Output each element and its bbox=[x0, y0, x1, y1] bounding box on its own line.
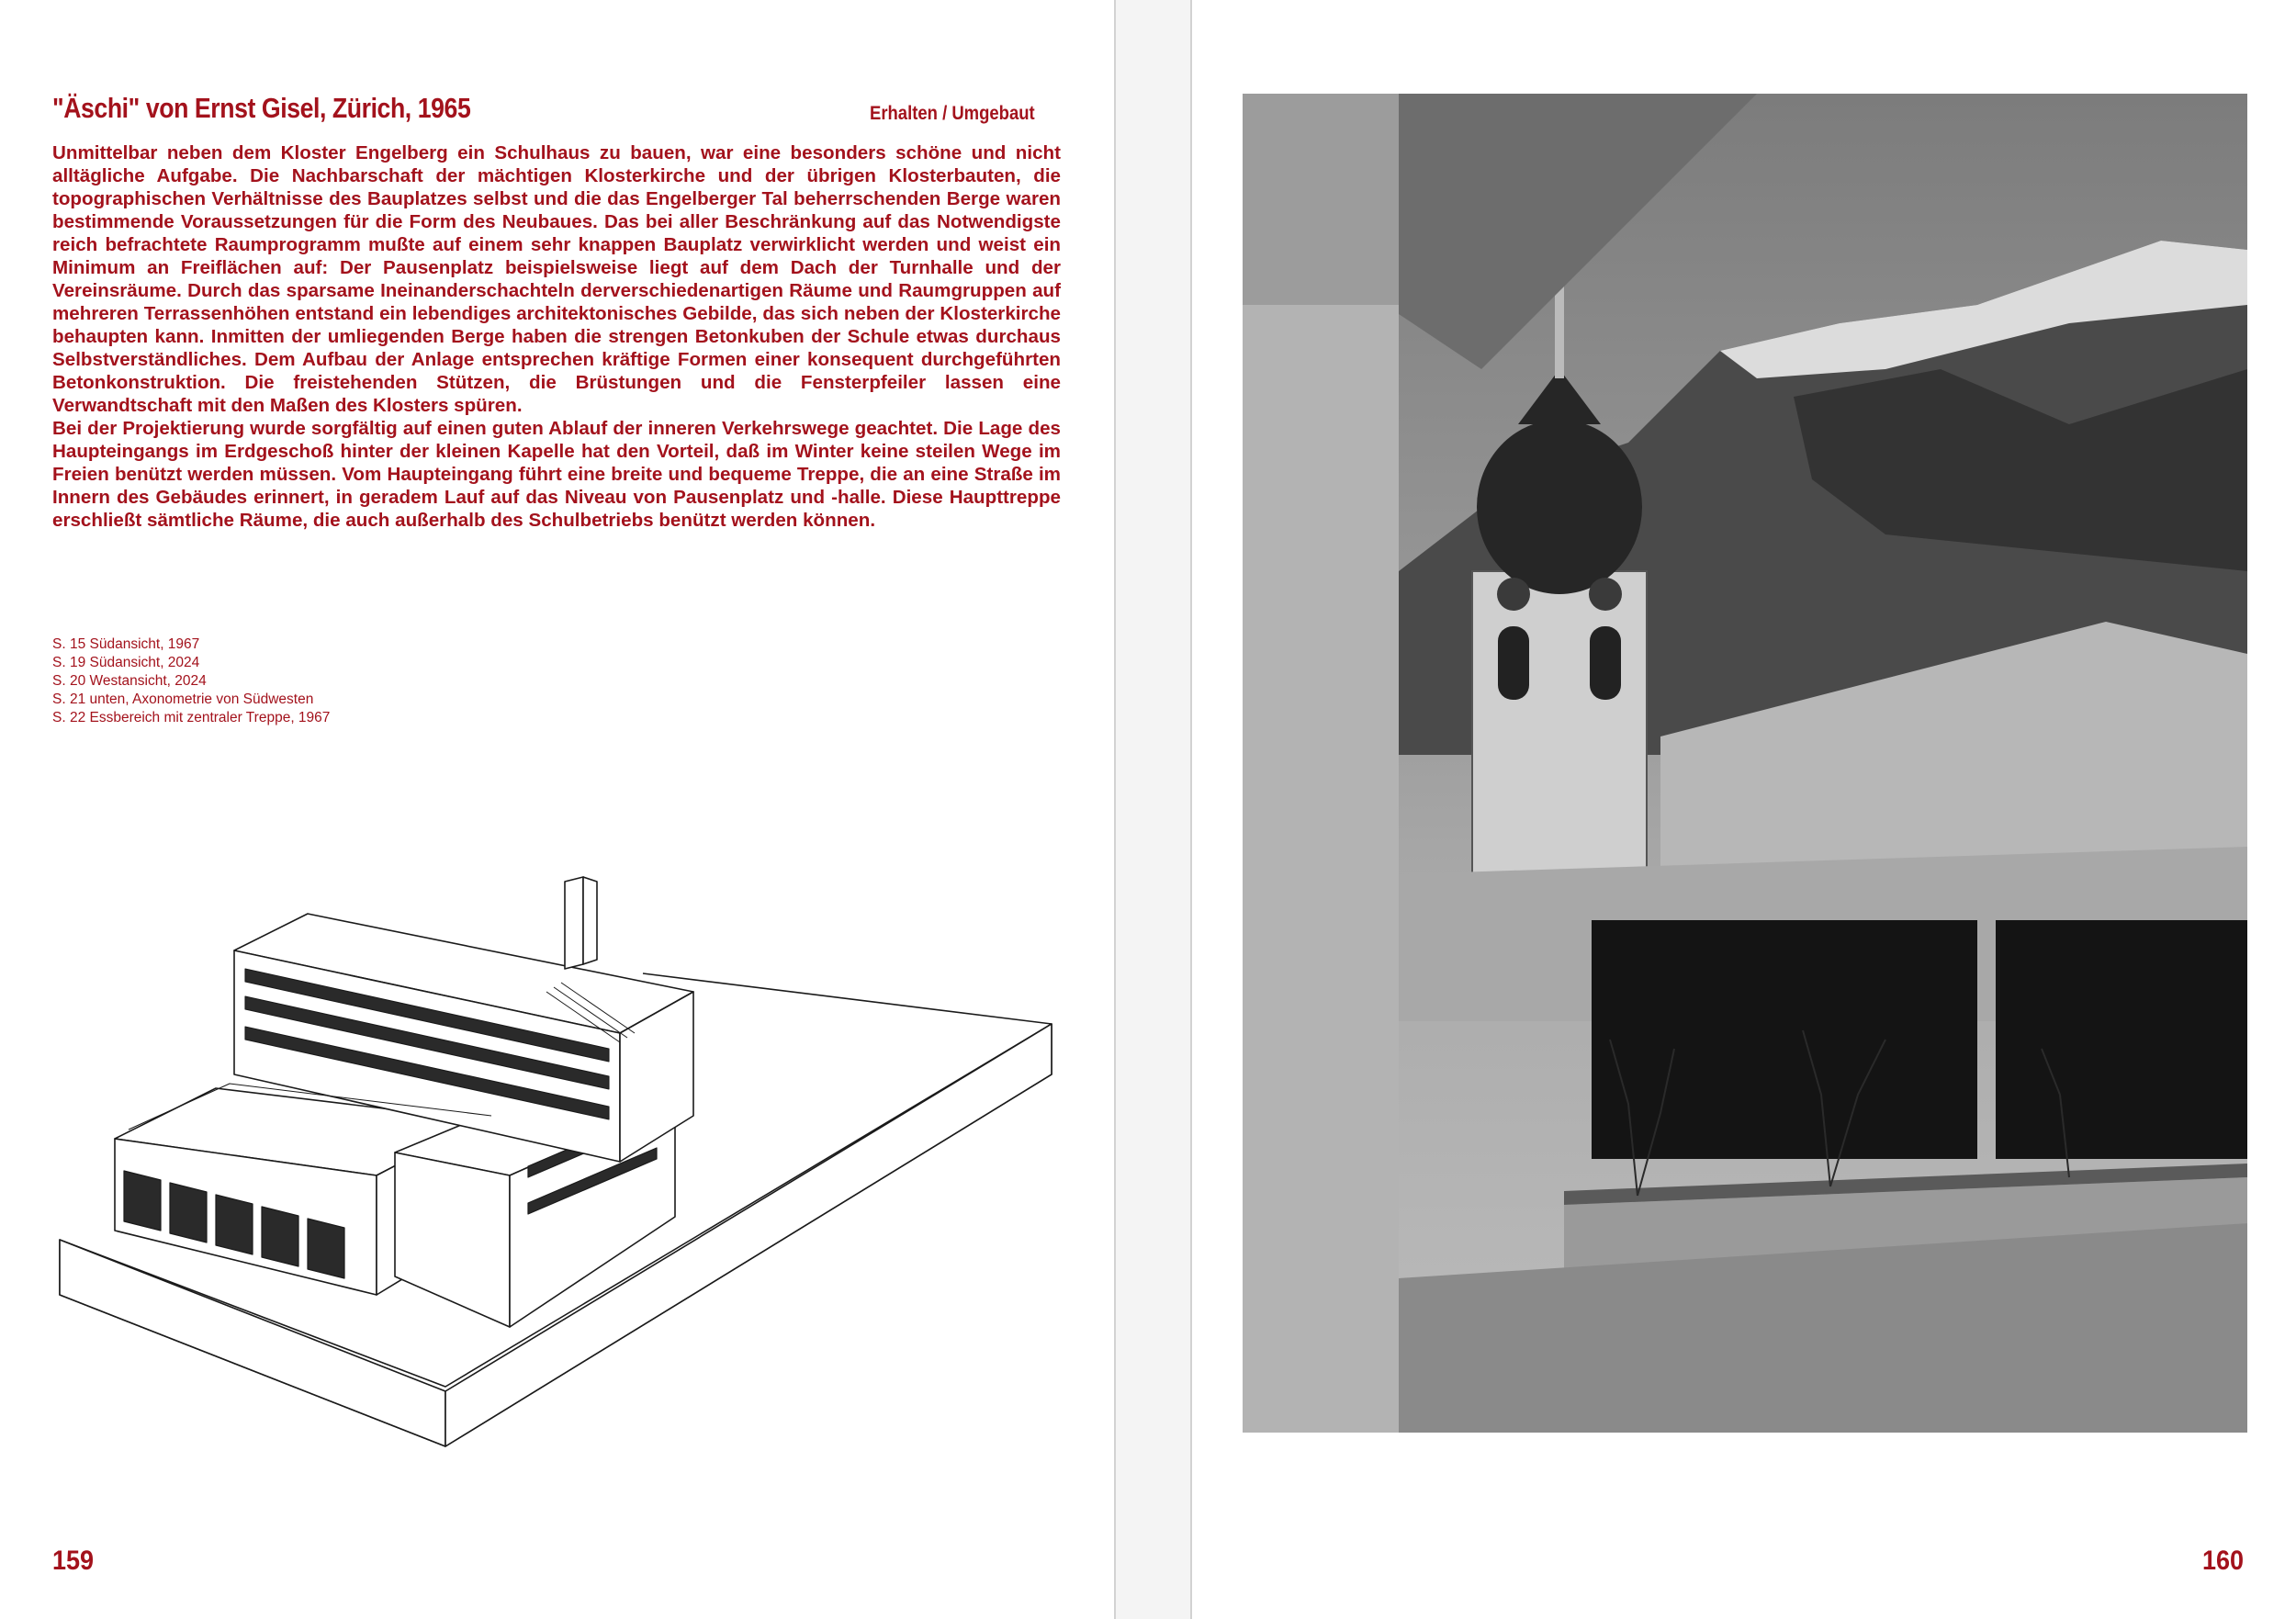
caption-item: S. 22 Essbereich mit zentraler Treppe, 1967 bbox=[52, 710, 331, 725]
cube-front bbox=[395, 1152, 510, 1327]
status-label: Erhalten / Umgebaut bbox=[870, 103, 1035, 124]
stair-tower bbox=[565, 877, 583, 969]
body-paragraph-2: Bei der Projektierung wurde sorgfältig auf einen guten Ablauf der inneren Verkehrswege geachtet. Die Lage des Haupteingangs im Erdgeschoß hinter der kleinen Kapelle hat den Vorteil, daß im Winter keine steilen Wege im Freien benützt werden müssen. Vom Haupteingang führt eine breite und bequeme Treppe, die an eine Straße im Innern des Gebäudes erinnert, in geradem Lauf auf das Niveau von Pausenplatz und -halle. Diese Haupttreppe erschließt sämtliche Räume, die auch außerhalb des Schulbetriebs benützt werden können. bbox=[52, 418, 1061, 531]
caption-item: S. 19 Südansicht, 2024 bbox=[52, 655, 200, 670]
article-title: "Äschi" von Ernst Gisel, Zürich, 1965 bbox=[52, 92, 471, 124]
caption-list bbox=[52, 635, 330, 727]
axonometric-drawing bbox=[51, 799, 1079, 1460]
body-paragraph-1: Unmittelbar neben dem Kloster Engelberg ein Schulhaus zu bauen, war eine besonders schöne und nicht alltägliche Aufgabe. Die Nachbarschaft der mächtigen Klosterkirche und der übrigen Klosterbauten, die topographischen Verhältnisse des Bauplatzes selbst und die das Engelberger Tal beherrschenden Berge waren bestimmende Voraussetzungen für die Form des Neubaues. Das bei aller Beschränkung auf das Notwendigste reich befrachtete Raumprogramm mußte auf einem sehr knappen Bauplatz verwirklicht werden und weist ein Minimum an Freiflächen auf: Der Pausenplatz beispielsweise liegt auf dem Dach der Turnhalle und der Vereinsräume. Durch das sparsame Ineinanderschachteln derverschiedenartigen Räume und Raumgruppen auf mehreren Terrassenhöhen entstand ein lebendiges architektonisches Gebilde, das sich neben der Klosterkirche behaupten kann. Inmitten der umliegenden Berge haben die strengen Betonkuben der Schule etwas durchaus Selbstverständliches. Dem Aufbau der Anlage entsprechen kräftige Formen einer konsequent durchgeführten Betonkonstruktion. Die freistehenden Stützen, die Brüstungen und die Fensterpfeiler lassen eine Verwandtschaft mit den Maßen des Klosters spüren. bbox=[52, 142, 1061, 416]
page-edge-left bbox=[1114, 0, 1116, 1619]
opening bbox=[1592, 920, 1977, 1159]
caption-item: S. 15 Südansicht, 1967 bbox=[52, 636, 200, 652]
photograph bbox=[1243, 94, 2247, 1433]
page-number: 160 bbox=[2202, 1546, 2245, 1576]
body-text bbox=[52, 141, 1061, 532]
caption-item: S. 21 unten, Axonometrie von Südwesten bbox=[52, 691, 314, 707]
photo-scene bbox=[1243, 94, 2247, 1433]
caption-item: S. 20 Westansicht, 2024 bbox=[52, 673, 207, 689]
page-number: 159 bbox=[52, 1546, 95, 1576]
left-page bbox=[0, 0, 1114, 1619]
church-tower bbox=[1472, 277, 1647, 874]
